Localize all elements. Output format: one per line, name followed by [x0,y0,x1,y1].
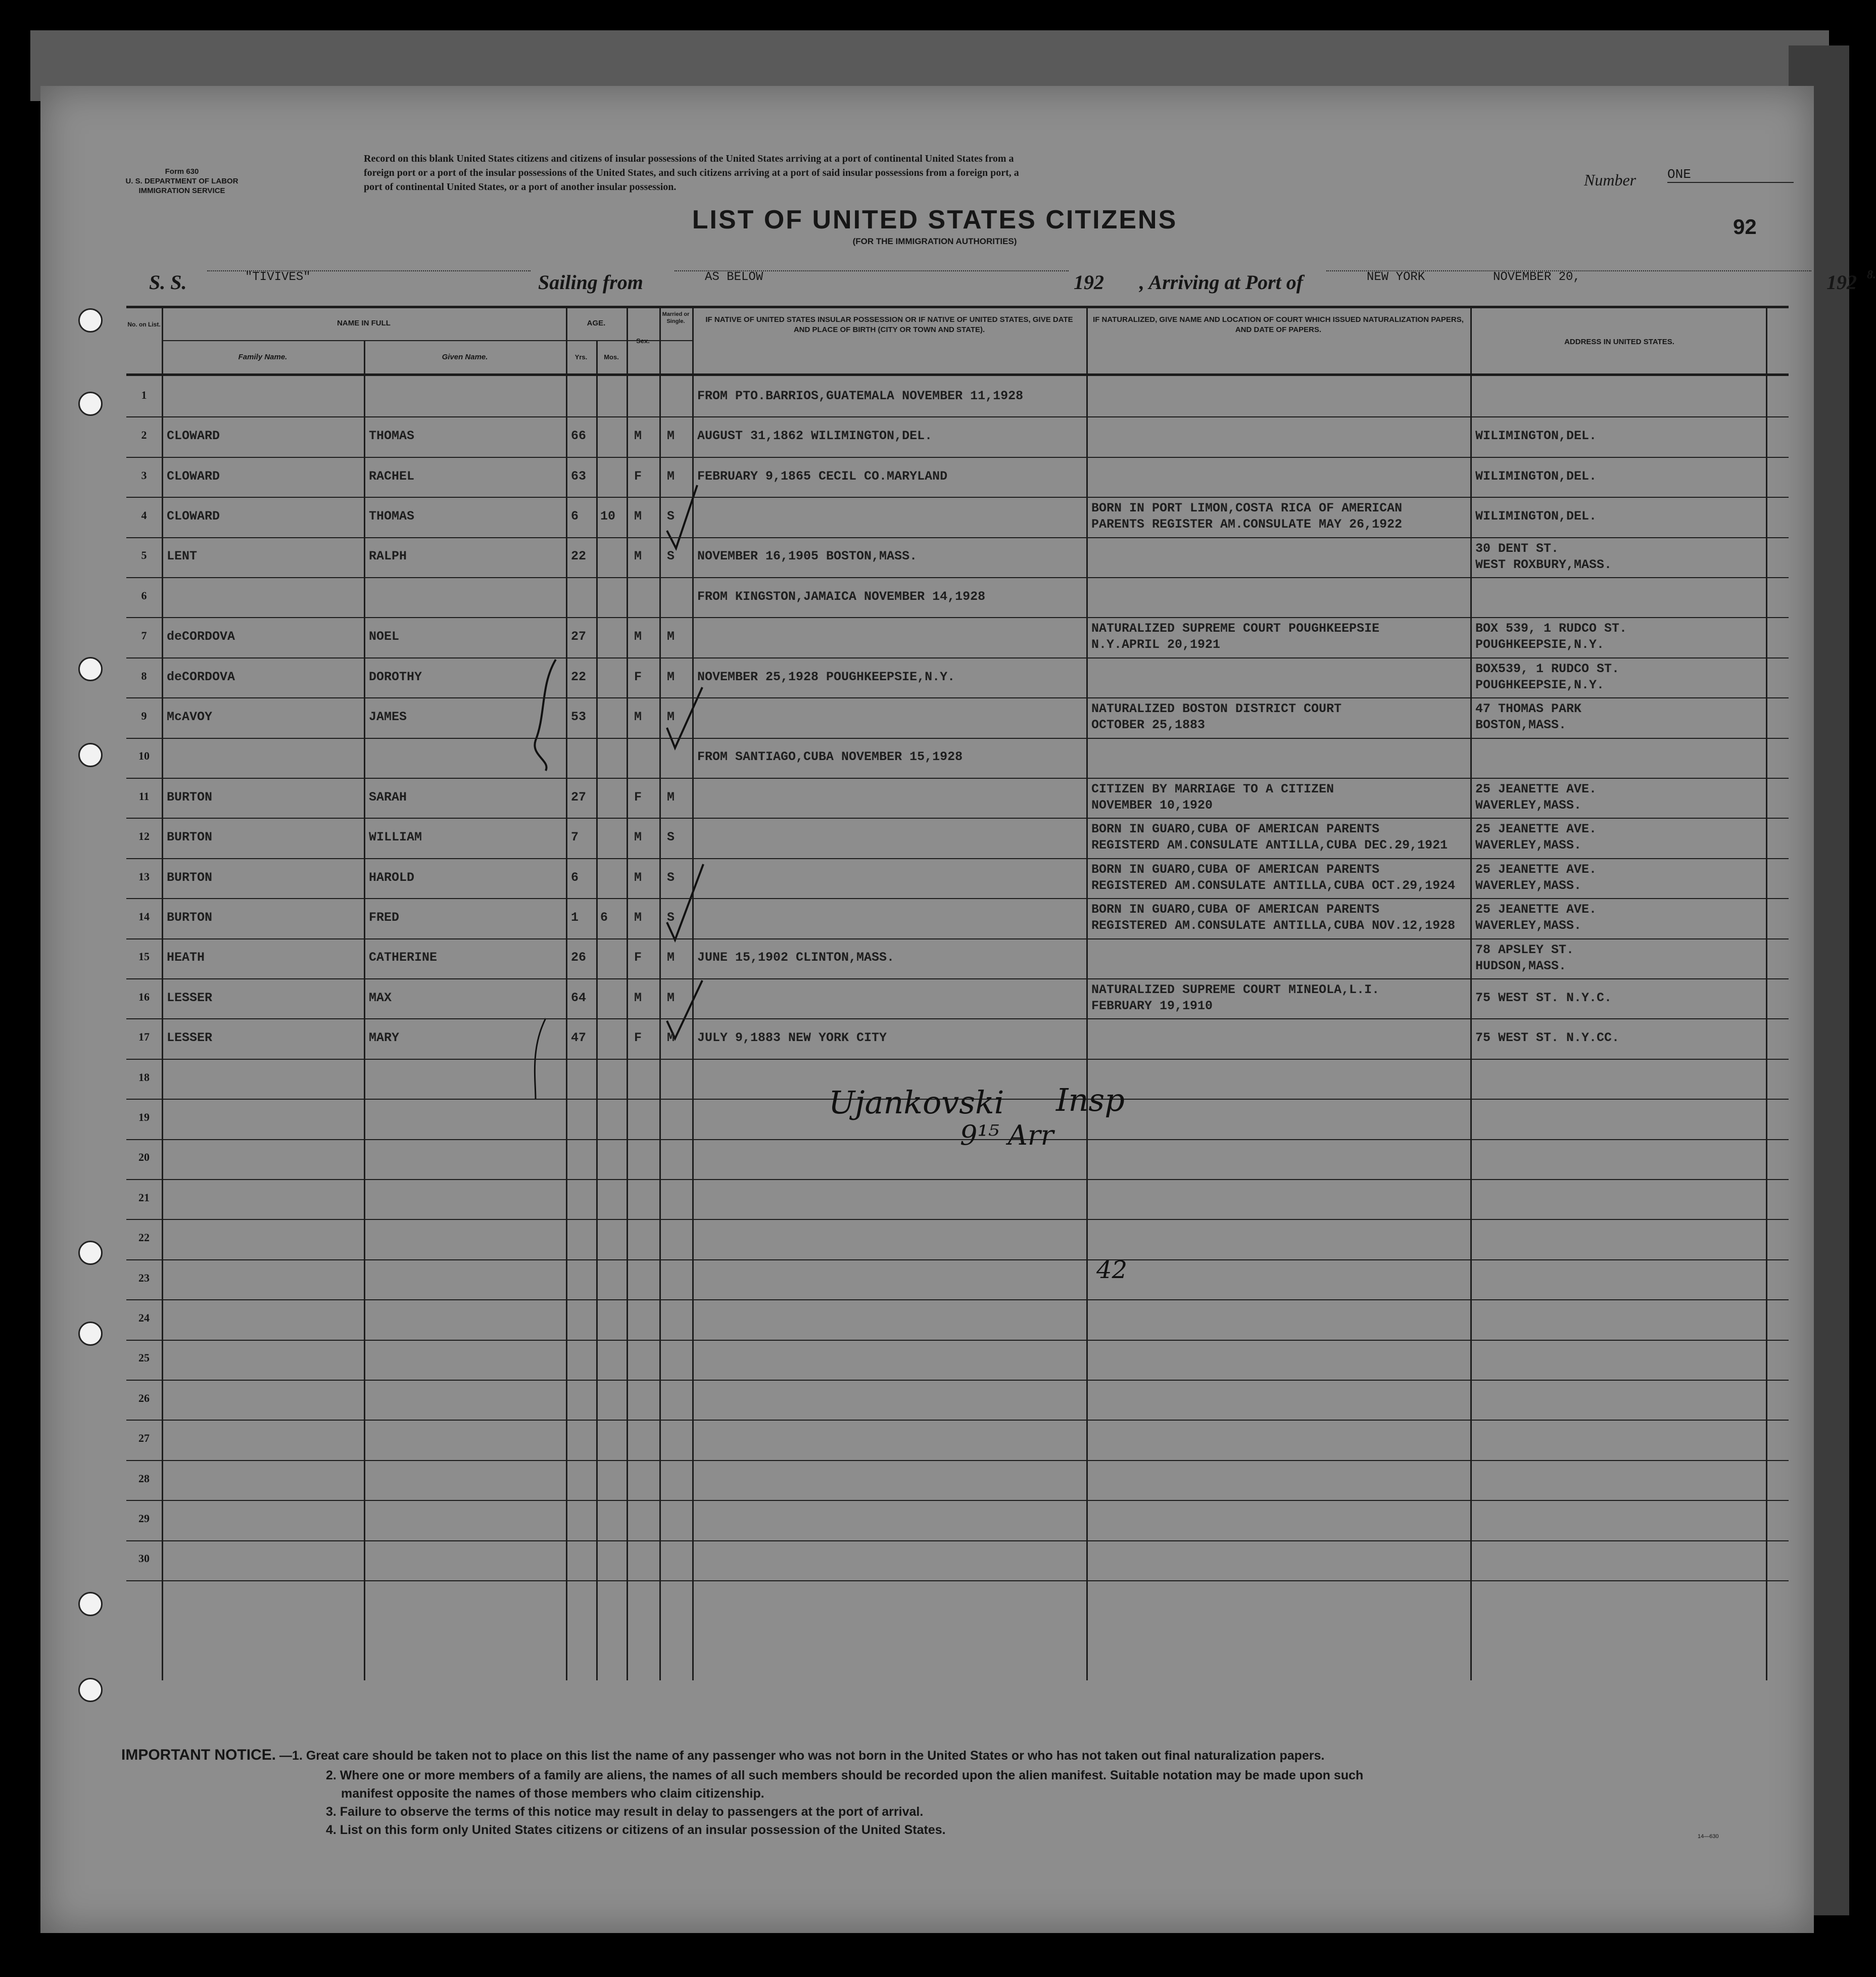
row-nat1: BORN IN GUARO,CUBA OF AMERICAN PARENTS [1091,822,1380,837]
row-ms: M [667,789,675,805]
row-nat2: FEBRUARY 19,1910 [1091,999,1213,1013]
header-birth: IF NATIVE OF UNITED STATES INSULAR POSSESSION OR IF NATIVE OF UNITED STATES, GIVE DATE AND PLACE OF BIRTH (CITY OR TOWN AND STATE). [705,315,1073,334]
ss-label: S. S. [149,271,187,294]
row-nat1: BORN IN GUARO,CUBA OF AMERICAN PARENTS [1091,902,1380,917]
row-birth: FROM KINGSTON,JAMAICA NOVEMBER 14,1928 [697,589,986,604]
intro-line: port of continental United States, or a port of another insular possession. [364,181,677,193]
row-ms: S [667,549,675,564]
row-rule [126,1139,1789,1140]
row-sex: M [634,709,642,724]
header-mos: Mos. [604,353,619,361]
header-address: ADDRESS IN UNITED STATES. [1564,338,1674,346]
row-no: 16 [138,990,150,1003]
row-addr1: 78 APSLEY ST. [1475,942,1574,957]
form-code-line: Form 630 [165,167,199,176]
row-family: BURTON [167,830,213,845]
check-mark [667,980,702,1039]
row-sex: M [634,429,642,444]
sailing-from: AS BELOW [705,270,763,284]
row-no: 4 [141,508,147,522]
row-no: 14 [138,910,150,923]
row-yrs: 22 [571,669,587,684]
row-no: 17 [138,1030,150,1044]
header-age: AGE. [587,319,606,327]
row-birth: JULY 9,1883 NEW YORK CITY [697,1030,887,1046]
row-rule [126,1059,1789,1060]
arrival-note: 9¹⁵ Arr [960,1119,1054,1151]
row-rule [126,1259,1789,1260]
column-rule [364,340,365,1680]
row-birth: JUNE 15,1902 CLINTON,MASS. [697,950,895,965]
row-nat2: NOVEMBER 10,1920 [1091,798,1213,813]
row-ms: M [667,1030,675,1046]
row-nat2: REGISTERD AM.CONSULATE ANTILLA,CUBA DEC.29,1921 [1091,838,1448,853]
row-rule [126,497,1789,498]
column-rule [162,306,163,1680]
row-rule [126,1580,1789,1581]
row-given: RACHEL [369,468,415,484]
row-ms: M [667,990,675,1005]
row-no: 28 [138,1472,150,1485]
row-family: CLOWARD [167,508,220,524]
row-addr2: HUDSON,MASS. [1475,958,1567,973]
row-addr2: WAVERLEY,MASS. [1475,838,1582,853]
row-addr1: WILIMINGTON,DEL. [1475,508,1597,524]
arrival-line [1326,270,1811,271]
row-no: 7 [141,629,147,642]
row-no: 6 [141,589,147,602]
row-ms: M [667,468,675,484]
row-rule [126,697,1789,698]
row-rule [126,938,1789,939]
row-no: 26 [138,1391,150,1404]
column-rule [1766,306,1767,1680]
header-name-in-full: NAME IN FULL [337,319,391,327]
row-sex: F [634,1030,642,1046]
row-yrs: 27 [571,789,587,805]
column-rule [596,340,598,1680]
row-rule [126,1219,1789,1220]
row-addr1: 25 JEANETTE AVE. [1475,902,1597,917]
officer-title: Insp [1056,1081,1125,1118]
header-no: No. on List. [127,321,161,328]
header-family-name: Family Name. [238,353,287,361]
ship-name: "TIVIVES" [245,270,311,284]
form-code-line: U. S. DEPARTMENT OF LABOR [125,177,238,185]
row-no: 18 [138,1070,150,1084]
notice-item: manifest opposite the names of those members who claim citizenship. [341,1786,764,1801]
header-given-name: Given Name. [442,353,488,361]
row-addr1: 25 JEANETTE AVE. [1475,862,1597,877]
row-given: DOROTHY [369,669,422,684]
header-rule [162,340,692,341]
arrival-port: NEW YORK [1367,270,1425,284]
row-ms: S [667,830,675,845]
row-family: CLOWARD [167,468,220,484]
row-no: 8 [141,669,147,682]
row-addr1: 25 JEANETTE AVE. [1475,822,1597,837]
row-yrs: 63 [571,468,587,484]
row-nat1: CITIZEN BY MARRIAGE TO A CITIZEN [1091,782,1334,796]
row-birth: AUGUST 31,1862 WILIMINGTON,DEL. [697,429,933,444]
row-ms: M [667,669,675,684]
row-family: BURTON [167,910,213,925]
row-rule [126,1420,1789,1421]
row-addr1: 25 JEANETTE AVE. [1475,782,1597,796]
row-no: 10 [138,749,150,763]
row-sex: M [634,870,642,885]
row-rule [126,577,1789,578]
row-birth: FROM PTO.BARRIOS,GUATEMALA NOVEMBER 11,1928 [697,388,1024,403]
row-addr2: WAVERLEY,MASS. [1475,798,1582,813]
row-no: 12 [138,830,150,843]
row-yrs: 47 [571,1030,587,1046]
row-sex: M [634,508,642,524]
row-yrs: 6 [571,508,579,524]
row-addr1: WILIMINGTON,DEL. [1475,468,1597,484]
row-family: deCORDOVA [167,669,235,684]
row-no: 24 [138,1311,150,1324]
row-rule [126,1340,1789,1341]
form-code-line: IMMIGRATION SERVICE [138,186,225,195]
row-ms: M [667,950,675,965]
row-given: NOEL [369,629,400,644]
row-no: 3 [141,468,147,482]
arriving-label: , Arriving at Port of [1139,271,1304,294]
header-naturalized: IF NATURALIZED, GIVE NAME AND LOCATION OF COURT WHICH ISSUED NATURALIZATION PAPERS, AND DATE OF PAPERS. [1093,315,1464,334]
row-sex: M [634,629,642,644]
row-family: LENT [167,549,198,564]
page-number: 92 [1733,215,1757,239]
row-rule [126,1540,1789,1541]
row-family: HEATH [167,950,205,965]
header-married-single: Married or Single. [662,311,690,324]
row-sex: F [634,669,642,684]
notice-item: —1. Great care should be taken not to place on this list the name of any passenger who was not born in the United States or who has not taken out final naturalization papers. [279,1749,1325,1763]
row-sex: M [634,830,642,845]
row-given: MAX [369,990,392,1005]
row-no: 27 [138,1432,150,1445]
intro-line: foreign port or a port of the insular possessions of the United States, and such citizens arriving at a port of said insular possessions from a foreign port, a [364,167,1019,178]
row-yrs: 6 [571,870,579,885]
number-value: ONE [1667,167,1794,183]
row-addr1: WILIMINGTON,DEL. [1475,429,1597,444]
form-code [99,167,265,196]
row-nat2: REGISTERED AM.CONSULATE ANTILLA,CUBA NOV.12,1928 [1091,918,1456,933]
row-rule [126,818,1789,819]
arrival-year-suffix: 8. [1867,268,1876,281]
row-ms: M [667,429,675,444]
row-family: LESSER [167,1030,213,1046]
punch-hole [78,1322,103,1346]
row-ms: M [667,629,675,644]
row-ms: S [667,910,675,925]
row-addr2: POUGHKEEPSIE,N.Y. [1475,677,1605,692]
row-no: 20 [138,1151,150,1164]
row-rule [126,537,1789,538]
row-nat2: OCTOBER 25,1883 [1091,718,1206,733]
row-no: 2 [141,429,147,442]
row-addr2: WAVERLEY,MASS. [1475,878,1582,893]
sailing-label: Sailing from [538,271,643,294]
row-addr1: BOX 539, 1 RUDCO ST. [1475,621,1627,636]
page-title: LIST OF UNITED STATES CITIZENS [692,205,1178,234]
row-nat1: BORN IN PORT LIMON,COSTA RICA OF AMERICAN [1091,501,1403,516]
punch-hole [78,1678,103,1702]
row-addr2: BOSTON,MASS. [1475,718,1567,733]
row-no: 9 [141,709,147,722]
row-given: HAROLD [369,870,415,885]
row-no: 15 [138,950,150,963]
row-yrs: 22 [571,549,587,564]
print-code: 14—630 [1698,1833,1719,1840]
row-sex: F [634,950,642,965]
column-rule [1470,306,1472,1680]
row-given: MARY [369,1030,400,1046]
header-sex: Sex. [636,337,650,345]
row-rule [126,978,1789,979]
row-nat1: NATURALIZED SUPREME COURT MINEOLA,L.I. [1091,982,1380,997]
row-given: SARAH [369,789,407,805]
row-rule [126,657,1789,658]
row-ms: S [667,508,675,524]
row-sex: F [634,468,642,484]
officer-signature: Ujankovski [829,1084,1004,1121]
row-yrs: 26 [571,950,587,965]
row-nat1: NATURALIZED BOSTON DISTRICT COURT [1091,701,1342,717]
intro-line: Record on this blank United States citizens and citizens of insular possessions of the United States arriving at a port of continental United States from a [364,153,1014,164]
row-no: 11 [138,789,150,803]
row-sex: M [634,990,642,1005]
row-given: FRED [369,910,400,925]
row-no: 30 [138,1552,150,1565]
punch-hole [78,308,103,333]
row-rule [126,1500,1789,1501]
row-no: 5 [141,549,147,562]
row-no: 25 [138,1351,150,1364]
intro-text [364,152,1526,194]
row-addr1: 75 WEST ST. N.Y.C. [1475,990,1612,1005]
row-family: CLOWARD [167,429,220,444]
number-label: Number [1584,171,1637,189]
row-given: RALPH [369,549,407,564]
row-given: THOMAS [369,508,415,524]
row-given: JAMES [369,709,407,724]
row-addr2: WEST ROXBURY,MASS. [1475,557,1612,572]
row-rule [126,457,1789,458]
row-no: 23 [138,1271,150,1284]
row-rule [126,778,1789,779]
year-prefix: 192 [1074,271,1104,294]
row-rule [126,898,1789,899]
row-rule [126,1380,1789,1381]
manifest-table [126,306,1789,1680]
row-given: WILLIAM [369,830,422,845]
page-subtitle: (FOR THE IMMIGRATION AUTHORITIES) [852,237,1017,246]
row-addr2: POUGHKEEPSIE,N.Y. [1475,637,1605,652]
important-notice [121,1746,1789,1839]
row-no: 21 [138,1191,150,1204]
row-rule [126,617,1789,618]
row-yrs: 66 [571,429,587,444]
row-birth: NOVEMBER 25,1928 POUGHKEEPSIE,N.Y. [697,669,955,684]
row-birth: FEBRUARY 9,1865 CECIL CO.MARYLAND [697,468,948,484]
row-nat1: BORN IN GUARO,CUBA OF AMERICAN PARENTS [1091,862,1380,877]
row-addr1: 75 WEST ST. N.Y.CC. [1475,1030,1620,1046]
row-rule [126,1179,1789,1180]
table-border [126,373,1789,376]
row-no: 29 [138,1512,150,1525]
table-border [126,306,1789,308]
row-nat1: NATURALIZED SUPREME COURT POUGHKEEPSIE [1091,621,1380,636]
page-stamp: 42 [1096,1256,1128,1284]
row-yrs: 1 [571,910,579,925]
row-sex: M [634,549,642,564]
row-sex: F [634,789,642,805]
row-yrs: 53 [571,709,587,724]
row-birth: FROM SANTIAGO,CUBA NOVEMBER 15,1928 [697,749,963,765]
row-given: THOMAS [369,429,415,444]
punch-hole [78,1241,103,1265]
row-yrs: 7 [571,830,579,845]
row-nat2: PARENTS REGISTER AM.CONSULATE MAY 26,1922 [1091,517,1403,532]
column-rule [659,306,661,1680]
row-given: CATHERINE [369,950,438,965]
notice-item: 2. Where one or more members of a family are aliens, the names of all such members should be recorded upon the alien manifest. Suitable notation may be made upon such [326,1768,1364,1782]
row-addr1: BOX539, 1 RUDCO ST. [1475,661,1620,676]
row-rule [126,1299,1789,1300]
punch-hole [78,1592,103,1616]
punch-hole [78,743,103,767]
row-sex: M [634,910,642,925]
row-family: McAVOY [167,709,213,724]
row-ms: S [667,870,675,885]
ship-name-line [207,270,531,271]
arrival-date: NOVEMBER 20, [1493,270,1580,284]
row-ms: M [667,709,675,724]
column-rule [1086,306,1088,1680]
arrival-year: 192 [1826,271,1857,294]
row-mos: 6 [600,910,608,925]
punch-hole [78,657,103,681]
row-rule [126,416,1789,417]
ship-line [149,268,1876,301]
row-no: 13 [138,870,150,883]
row-rule [126,1018,1789,1019]
sailing-line [675,270,1069,271]
row-family: deCORDOVA [167,629,235,644]
row-yrs: 27 [571,629,587,644]
row-addr1: 47 THOMAS PARK [1475,701,1582,717]
row-no: 19 [138,1110,150,1123]
row-yrs: 64 [571,990,587,1005]
row-rule [126,858,1789,859]
column-rule [627,306,628,1680]
row-family: BURTON [167,789,213,805]
row-birth: NOVEMBER 16,1905 BOSTON,MASS. [697,549,918,564]
row-family: LESSER [167,990,213,1005]
header-yrs: Yrs. [574,353,588,361]
row-mos: 10 [600,508,616,524]
notice-item: 3. Failure to observe the terms of this notice may result in delay to passengers at the port of arrival. [326,1805,924,1819]
notice-heading: IMPORTANT NOTICE. [121,1747,276,1763]
row-addr1: 30 DENT ST. [1475,541,1559,556]
notice-item: 4. List on this form only United States citizens or citizens of an insular possession of the United States. [326,1823,946,1837]
row-addr2: WAVERLEY,MASS. [1475,918,1582,933]
row-no: 22 [138,1231,150,1244]
punch-hole [78,392,103,416]
row-nat2: N.Y.APRIL 20,1921 [1091,637,1221,652]
row-no: 1 [141,388,147,401]
row-rule [126,738,1789,739]
row-nat2: REGISTERED AM.CONSULATE ANTILLA,CUBA OCT.29,1924 [1091,878,1456,893]
row-family: BURTON [167,870,213,885]
row-rule [126,1460,1789,1461]
